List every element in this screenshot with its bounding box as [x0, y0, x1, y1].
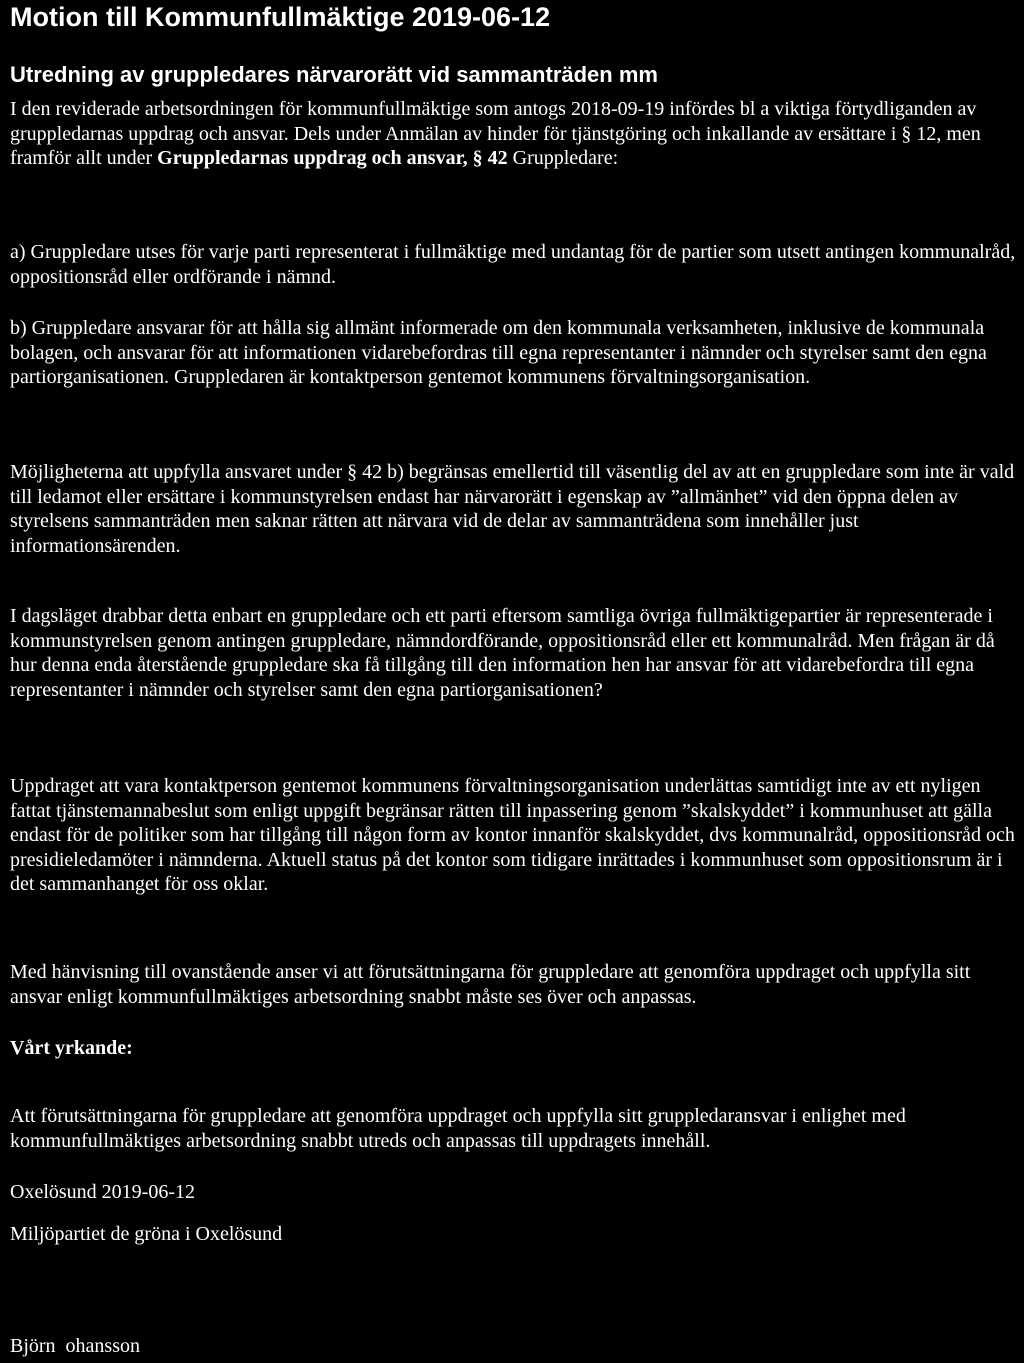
demand-heading: Vårt yrkande:: [10, 1037, 133, 1059]
place-date: Oxelösund 2019-06-12: [10, 1181, 195, 1203]
party-name: Miljöpartiet de gröna i Oxelösund: [10, 1223, 283, 1245]
possibilities-paragraph: Möjligheterna att uppfylla ansvaret under § 42 b) begränsas emellertid till väsentlig del av att en gruppledare som inte är vald till ledamot eller ersättare i kommunstyrelsen endast har närvarorätt i egenskap av ”allmänhet” vid den öppna delen av styrelsens sammanträden men saknar rätten att närvara vid de delar av sammanträdena som innehåller just informationsärenden.: [10, 461, 1015, 557]
item-b-paragraph: b) Gruppledare ansvarar för att hålla sig allmänt informerade om den kommunala verksamheten, inklusive de kommunala bolagen, och ansvarar för att informationen vidarebefordras till egna representanter i nämnder och styrelser samt den egna partiorganisationen. Gruppledaren är kontaktperson gentemot kommunens förvaltningsorganisation.: [10, 317, 987, 389]
reference-paragraph: Med hänvisning till ovanstående anser vi att förutsättningarna för gruppledare att genomföra uppdraget och uppfylla sitt ansvar enligt kommunfullmäktiges arbetsordning snabbt måste ses över och anpassas.: [10, 961, 971, 1008]
intro-bold-reference: Gruppledarnas uppdrag och ansvar, § 42: [157, 147, 508, 170]
signature-name: Björn ohansson: [10, 1335, 140, 1357]
document-subtitle: Utredning av gruppledares närvarorätt vid sammanträden mm: [10, 62, 658, 87]
intro-paragraph: [10, 97, 1020, 171]
document-title: Motion till Kommunfullmäktige 2019-06-12: [10, 2, 551, 32]
intro-text-part2: Gruppledare:: [507, 147, 619, 170]
current-situation-paragraph: I dagsläget drabbar detta enbart en gruppledare och ett parti eftersom samtliga övriga fullmäktigepartier är representerade i kommunstyrelsen genom antingen gruppledare, nämndordförande, oppositionsråd eller ett kommunalråd. Men frågan är då hur denna enda återstående gruppledare ska få tillgång till den information hen har ansvar för att vidarebefordra till egna representanter i nämnder och styrelser samt den egna partiorganisationen?: [10, 605, 995, 701]
intro-text-part1: I den reviderade arbetsordningen för kommunfullmäktige som antogs 2018-09-19 infördes bl a viktiga förtydliganden av gruppledarnas uppdrag och ansvar. Dels under Anmälan av hinder för tjänstgöring och inkallande av ersättare i § 12, men framför allt under: [10, 98, 981, 170]
demand-paragraph: Att förutsättningarna för gruppledare att genomföra uppdraget och uppfylla sitt gruppledaransvar i enlighet med kommunfullmäktiges arbetsordning snabbt utreds och anpassas till uppdragets innehåll.: [10, 1105, 906, 1152]
contact-paragraph: Uppdraget att vara kontaktperson gentemot kommunens förvaltningsorganisation underlättas samtidigt inte av ett nyligen fattat tjänstemannabeslut som enligt uppgift begränsar rätten till inpassering genom ”skalskyddet” i kommunhuset att gälla endast för de politiker som har tillgång till någon form av kontor innanför skalskyddet, dvs kommunalråd, oppositionsråd och presidieledamöter i nämnderna. Aktuell status på det kontor som tidigare inrättades i kommunhuset som oppositionsrum är i det sammanhanget för oss oklar.: [10, 775, 1015, 896]
item-a-paragraph: a) Gruppledare utses för varje parti representerat i fullmäktige med undantag för de partier som utsett antingen kommunalråd, oppositionsråd eller ordförande i nämnd.: [10, 241, 1016, 288]
